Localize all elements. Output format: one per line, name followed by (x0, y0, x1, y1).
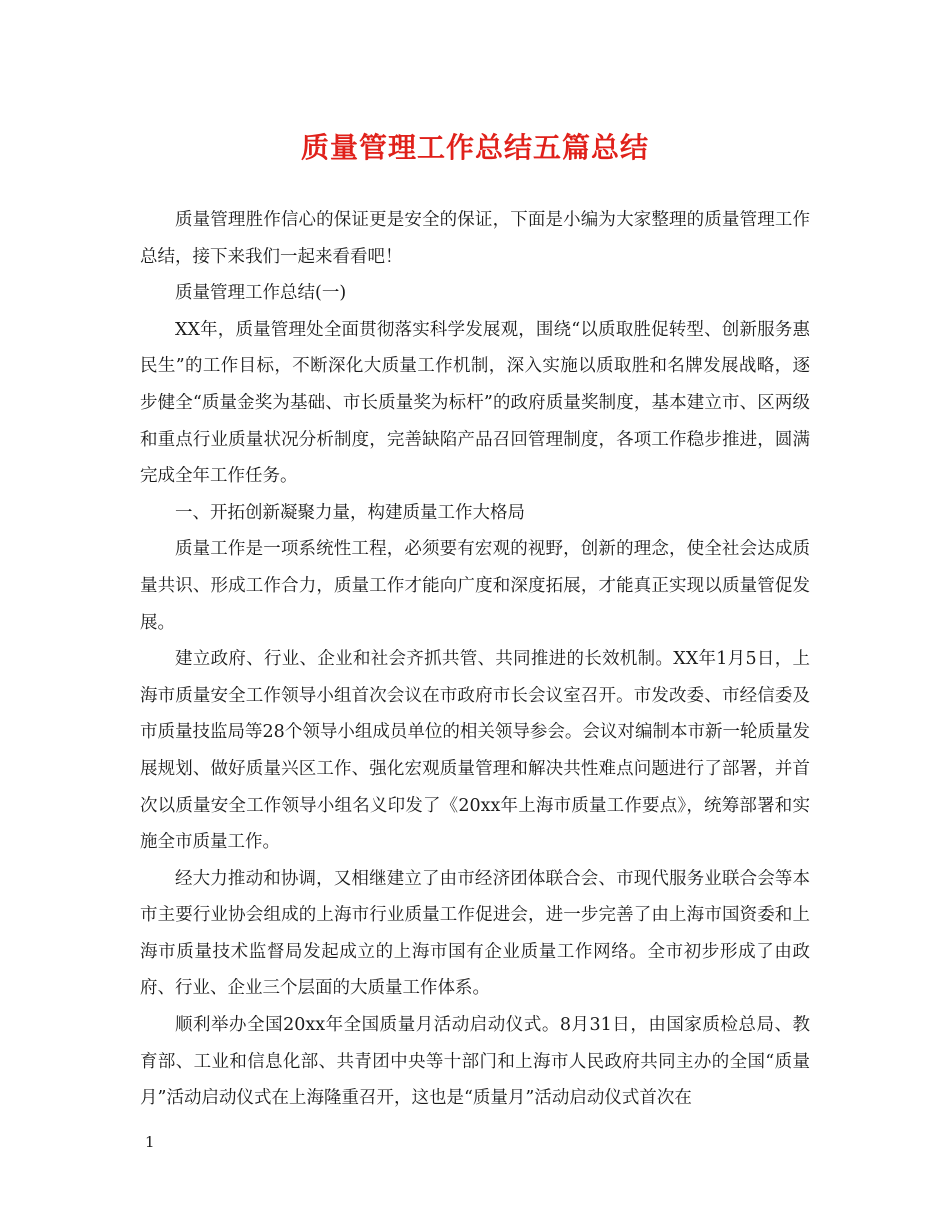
body-paragraph: 质量工作是一项系统性工程，必须要有宏观的视野，创新的理念，使全社会达成质量共识、形成工作合力，质量工作才能向广度和深度拓展，才能真正实现以质量管促发展。 (140, 539, 810, 633)
document-title: 质量管理工作总结五篇总结 (300, 131, 649, 164)
body-paragraph: XX年，质量管理处全面贯彻落实科学发展观，围绕“以质取胜促转型、创新服务惠民生”的工作目标，不断深化大质量工作机制，深入实施以质取胜和名牌发展战略，逐步健全“质量金奖为基础、市长质量奖为标杆”的政府质量奖制度，基本建立市、区两级和重点行业质量状况分析制度，完善缺陷产品召回管理制度，各项工作稳步推进，圆满完成全年工作任务。 (140, 319, 810, 487)
body-paragraph: 经大力推动和协调，又相继建立了由市经济团体联合会、市现代服务业联合会等本市主要行业协会组成的上海市行业质量工作促进会，进一步完善了由上海市国资委和上海市质量技术监督局发起成立的上海市国有企业质量工作网络。全市初步形成了由政府、行业、企业三个层面的大质量工作体系。 (140, 868, 810, 999)
section-heading-summary-one: 质量管理工作总结(一) (175, 283, 347, 304)
body-paragraph: 建立政府、行业、企业和社会齐抓共管、共同推进的长效机制。XX年1月5日，上海市质量安全工作领导小组首次会议在市政府市长会议室召开。市发改委、市经信委及市质量技监局等28个领导小组成员单位的相关领导参会。会议对编制本市新一轮质量发展规划、做好质量兴区工作、强化宏观质量管理和解决共性难点问题进行了部署，并首次以质量安全工作领导小组名义印发了《20xx年上海市质量工作要点》，统筹部署和实施全市质量工作。 (140, 649, 810, 853)
body-paragraph: 顺利举办全国20xx年全国质量月活动启动仪式。8月31日，由国家质检总局、教育部、工业和信息化部、共青团中央等十部门和上海市人民政府共同主办的全国“质量月”活动启动仪式在上海隆重召开，这也是“质量月”活动启动仪式首次在 (140, 1015, 810, 1109)
page-number: 1 (145, 1133, 155, 1151)
intro-paragraph: 质量管理胜作信心的保证更是安全的保证，下面是小编为大家整理的质量管理工作总结，接下来我们一起来看看吧！ (140, 210, 810, 267)
document-body (140, 202, 810, 1117)
section-heading-innovation: 一、开拓创新凝聚力量，构建质量工作大格局 (175, 502, 525, 523)
